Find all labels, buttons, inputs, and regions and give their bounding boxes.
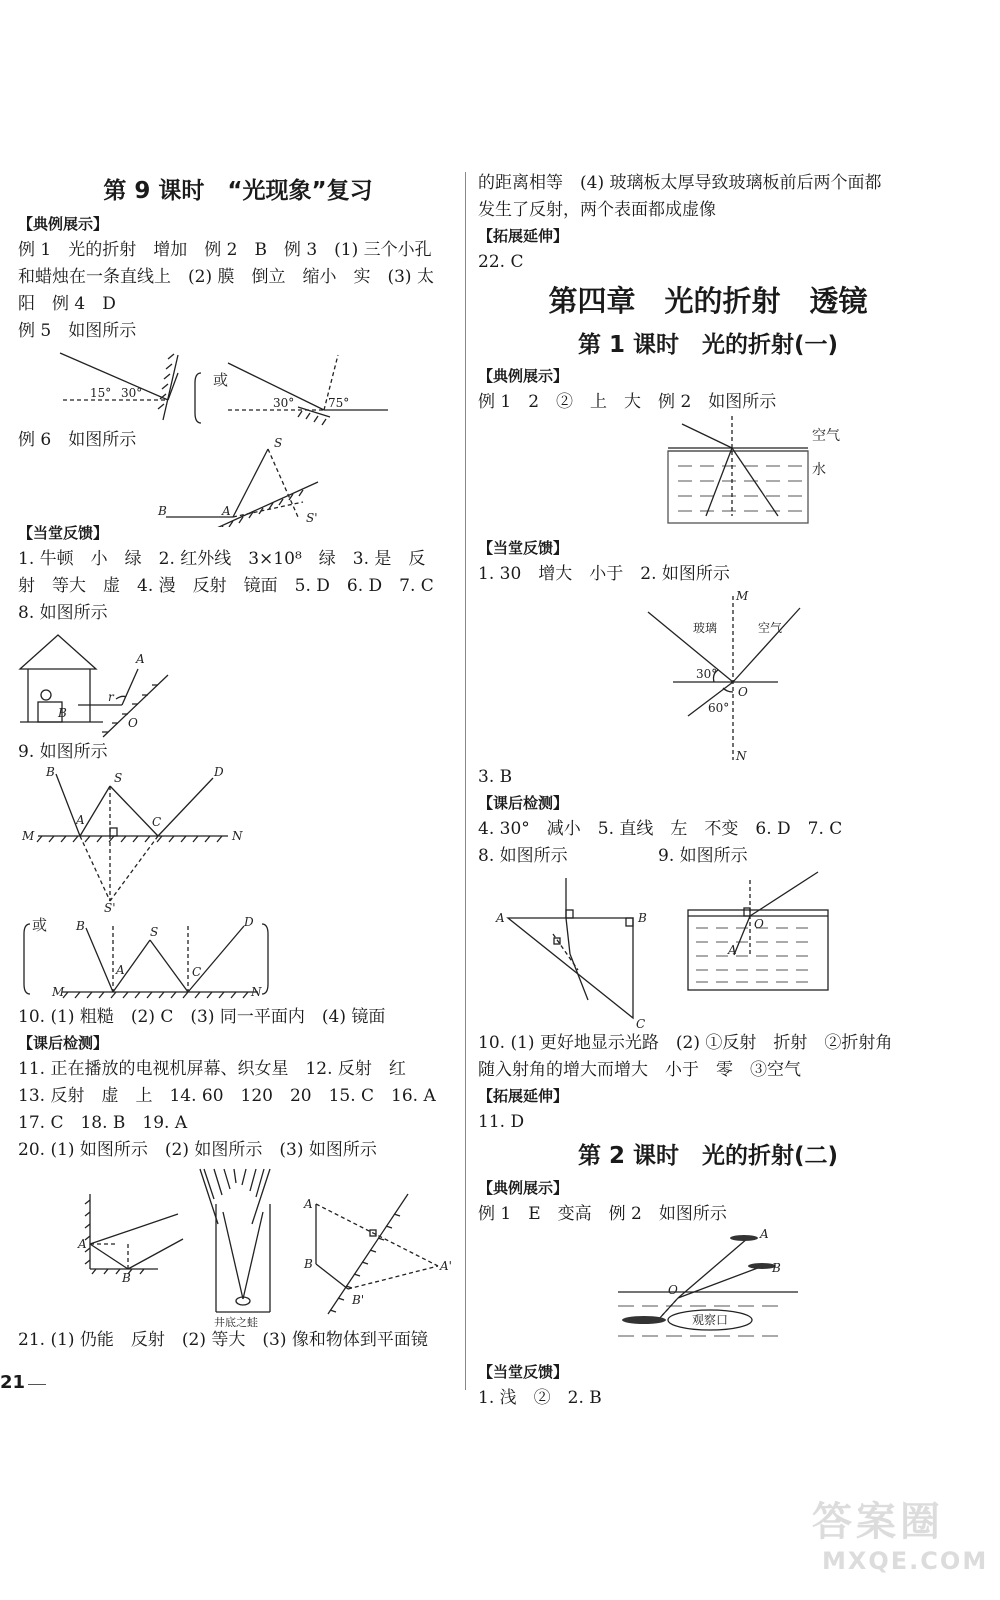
point-label: S (274, 436, 283, 450)
point-label: A' (440, 1259, 452, 1273)
q9-figure (18, 766, 458, 916)
point-label: N (232, 829, 243, 843)
section-header: 【当堂反馈】 (478, 1363, 569, 1381)
angle-label: 30° (696, 667, 718, 681)
section-header: 【课后检测】 (18, 1034, 109, 1052)
point-label: M (22, 829, 35, 843)
point-label: C (152, 815, 162, 829)
point-label: O (668, 1283, 678, 1297)
point-label: S (150, 925, 159, 939)
lesson-title: 第 9 课时 “光现象”复习 (103, 178, 373, 204)
lesson-title: 第 1 课时 光的折射(一) (577, 332, 839, 358)
point-label: B (76, 919, 85, 933)
point-label: B (638, 911, 647, 925)
answer-line: 13. 反射 虚 上 14. 60 120 20 15. C 16. A (18, 1086, 436, 1106)
feedback-figure (478, 588, 938, 764)
point-label: A (76, 813, 85, 827)
answer-line: 的距离相等 (4) 玻璃板太厚导致玻璃板前后两个面都 (478, 173, 882, 193)
angle-label: 30° (121, 386, 143, 400)
point-label: S (114, 771, 123, 785)
point-label: O (738, 685, 748, 699)
section-header: 【典例展示】 (478, 367, 569, 385)
watermark-url: MXQE.COM (822, 1547, 989, 1575)
answer-line: 11. D (478, 1112, 525, 1132)
answer-line: 17. C 18. B 19. A (18, 1113, 188, 1133)
point-label: B (122, 1271, 131, 1285)
example5-figure (18, 345, 458, 427)
chapter-title: 第四章 光的折射 透镜 (548, 284, 868, 318)
answer-line: 8. 如图所示 (18, 603, 108, 623)
point-label: C (192, 965, 202, 979)
point-label: A (728, 943, 737, 957)
answer-line: 1. 牛顿 小 绿 2. 红外线 3×10⁸ 绿 3. 是 反 (18, 549, 426, 569)
answer-line: 例 1 2 ② 上 大 例 2 如图所示 (478, 392, 777, 412)
section-header: 【课后检测】 (478, 794, 569, 812)
point-label: B (772, 1261, 781, 1275)
point-label: S' (104, 901, 116, 915)
medium-label: 空气 (812, 428, 840, 444)
medium-label: 水 (812, 462, 826, 478)
q20-figure (18, 1164, 458, 1327)
medium-label: 玻璃 (693, 621, 718, 635)
point-label: B (304, 1257, 313, 1271)
medium-label: 空气 (758, 621, 783, 635)
point-label: A (116, 963, 125, 977)
point-label: B' (352, 1293, 365, 1307)
point-label: M (736, 589, 749, 603)
example2b-figure (478, 1228, 938, 1360)
page-number: 21 (0, 1372, 26, 1393)
or-label: 或 (213, 371, 229, 389)
angle-label: 75° (328, 396, 350, 410)
answer-line: 1. 浅 ② 2. B (478, 1388, 602, 1408)
section-header: 【当堂反馈】 (18, 524, 109, 542)
observe-label: 观察口 (692, 1313, 729, 1327)
column-divider (465, 172, 466, 1390)
point-label: B (158, 504, 167, 518)
point-label: D (244, 916, 254, 929)
point-label: C (636, 1017, 646, 1030)
lesson-title: 第 2 课时 光的折射(二) (577, 1143, 839, 1169)
section-header: 【当堂反馈】 (478, 539, 569, 557)
angle-label: 30° (273, 396, 295, 410)
example6-figure (18, 427, 458, 525)
point-label: D (214, 766, 224, 779)
point-label: A (78, 1237, 87, 1251)
watermark-logo-text: 答案圈 (812, 1499, 944, 1545)
answer-line: 3. B (478, 767, 513, 787)
answer-line: 10. (1) 更好地显示光路 (2) ①反射 折射 ②折射角 (478, 1033, 893, 1053)
answer-line: 4. 30° 减小 5. 直线 左 不变 6. D 7. C (478, 819, 843, 839)
answer-line: 10. (1) 粗糙 (2) C (3) 同一平面内 (4) 镜面 (18, 1007, 386, 1027)
point-label: S' (306, 511, 318, 525)
page-number-dash (28, 1384, 46, 1385)
answer-line: 例 6 如图所示 (18, 430, 137, 450)
point-label: A (760, 1228, 769, 1241)
answer-line: 随入射角的增大而增大 小于 零 ③空气 (478, 1060, 801, 1080)
or-label: 或 (32, 916, 48, 934)
section-header: 【拓展延伸】 (478, 1087, 569, 1105)
answer-line: 11. 正在播放的电视机屏幕、织女星 12. 反射 红 (18, 1059, 406, 1079)
angle-label: 15° (90, 386, 112, 400)
answer-line: 例 5 如图所示 (18, 321, 137, 341)
answer-line: 射 等大 虚 4. 漫 反射 镜面 5. D 6. D 7. C (18, 576, 434, 596)
point-label: A (304, 1197, 313, 1211)
point-label: B (58, 706, 67, 720)
answer-line: 9. 如图所示 (658, 846, 748, 866)
frog-label: 井底之蛙 (214, 1316, 258, 1327)
point-label: M (52, 985, 65, 999)
watermark (812, 1490, 988, 1575)
answer-line: 发生了反射，两个表面都成虚像 (478, 200, 716, 220)
point-label: B (46, 766, 55, 779)
answer-line: 21. (1) 仍能 反射 (2) 等大 (3) 像和物体到平面镜 (18, 1330, 428, 1350)
answer-line: 例 1 光的折射 增加 例 2 B 例 3 (1) 三个小孔 (18, 240, 432, 260)
q9-alt-figure (18, 916, 458, 1004)
point-label: r (108, 690, 114, 704)
left-column (18, 170, 458, 1354)
point-label: O (754, 917, 764, 931)
point-label: N (736, 749, 747, 763)
section-header: 【典例展示】 (18, 215, 109, 233)
answer-line: 22. C (478, 252, 524, 272)
answer-line: 阳 例 4 D (18, 294, 116, 314)
q8-q9-figure (478, 870, 938, 1030)
section-header: 【典例展示】 (478, 1179, 569, 1197)
answer-line: 9. 如图所示 (18, 742, 108, 762)
right-column (478, 170, 938, 1412)
q8-figure (18, 627, 458, 739)
example2-figure (478, 416, 938, 528)
answer-line: 8. 如图所示 (478, 846, 568, 866)
point-label: O (128, 716, 138, 730)
answer-line: 例 1 E 变高 例 2 如图所示 (478, 1204, 727, 1224)
point-label: A (496, 911, 505, 925)
point-label: A (136, 652, 145, 666)
answer-line: 和蜡烛在一条直线上 (2) 膜 倒立 缩小 实 (3) 太 (18, 267, 434, 287)
point-label: N (251, 985, 262, 999)
answer-row (478, 843, 938, 870)
point-label: A (222, 504, 231, 518)
answer-line: 1. 30 增大 小于 2. 如图所示 (478, 564, 730, 584)
section-header: 【拓展延伸】 (478, 227, 569, 245)
angle-label: 60° (708, 701, 730, 715)
answer-line: 20. (1) 如图所示 (2) 如图所示 (3) 如图所示 (18, 1140, 377, 1160)
